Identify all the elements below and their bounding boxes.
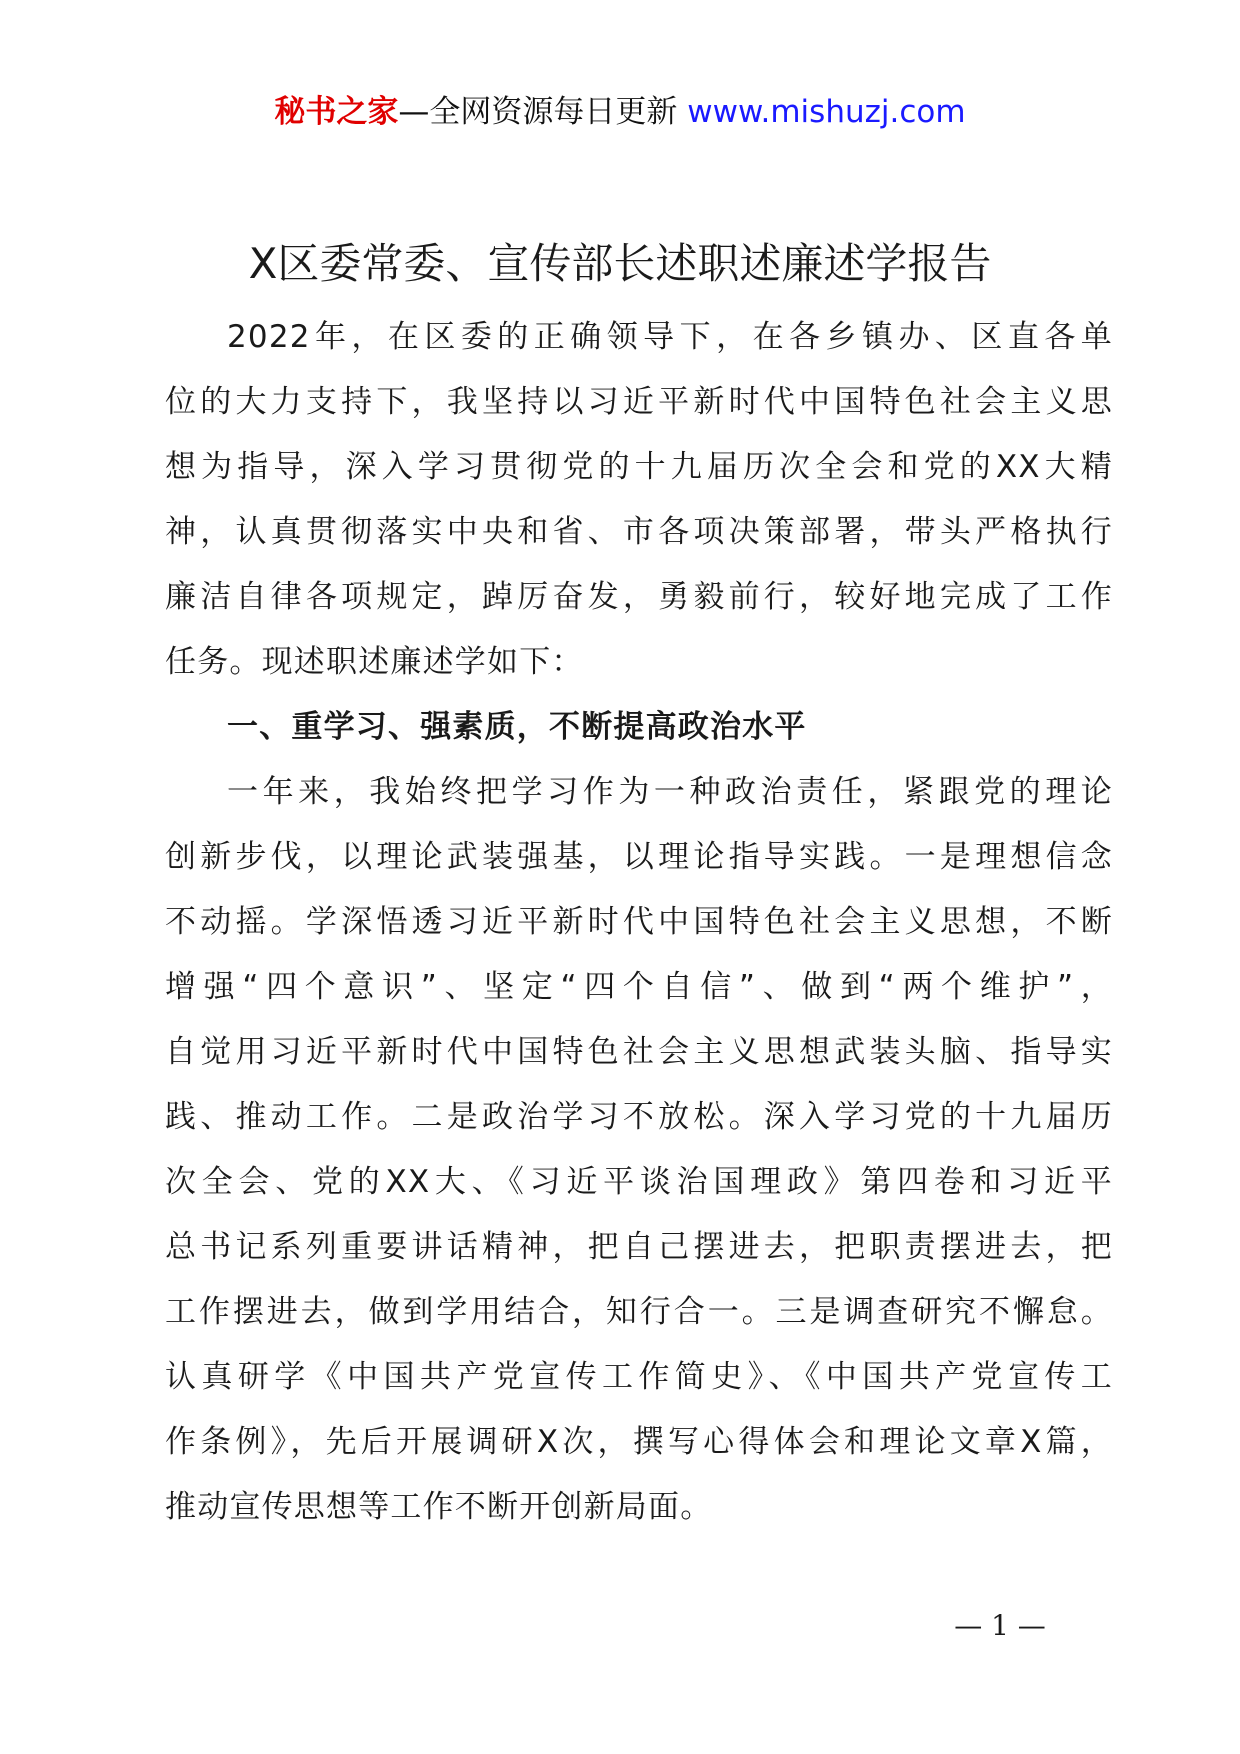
site-brand: 秘书之家 — [274, 94, 399, 130]
page-number: — 1 — — [954, 1609, 1046, 1642]
site-url[interactable]: www.mishuzj.com — [687, 94, 966, 130]
paragraph-line: 总书记系列重要讲话精神，把自己摆进去，把职责摆进去，把 — [165, 1229, 1113, 1265]
paragraph-line: 位的大力支持下，我坚持以习近平新时代中国特色社会主义思 — [165, 384, 1113, 420]
site-tagline: —全网资源每日更新 — [398, 94, 688, 130]
paragraph-line: 自觉用习近平新时代中国特色社会主义思想武装头脑、指导实 — [165, 1034, 1113, 1070]
paragraph-line: 一年来，我始终把学习作为一种政治责任，紧跟党的理论 — [227, 774, 1113, 810]
paragraph-line: 增强“四个意识”、坚定“四个自信”、做到“两个维护”， — [165, 969, 1113, 1005]
paragraph-line: 任务。现述职述廉述学如下： — [165, 644, 584, 680]
paragraph-line: 工作摆进去，做到学用结合，知行合一。三是调查研究不懈怠。 — [165, 1294, 1113, 1330]
paragraph-line: 践、推动工作。二是政治学习不放松。深入学习党的十九届历 — [165, 1099, 1113, 1135]
section-heading: 一、重学习、强素质，不断提高政治水平 — [227, 709, 807, 745]
site-header — [0, 92, 1240, 132]
paragraph-line: 神，认真贯彻落实中央和省、市各项决策部署，带头严格执行 — [165, 514, 1113, 550]
paragraph-line: 创新步伐，以理论武装强基，以理论指导实践。一是理想信念 — [165, 839, 1113, 875]
paragraph-line: 推动宣传思想等工作不断开创新局面。 — [165, 1489, 713, 1525]
document-title: X区委常委、宣传部长述职述廉述学报告 — [248, 239, 992, 288]
paragraph-line: 次全会、党的XX大、《习近平谈治国理政》第四卷和习近平 — [165, 1164, 1113, 1200]
document-body — [165, 305, 1113, 1540]
paragraph-line: 作条例》，先后开展调研X次，撰写心得体会和理论文章X篇， — [165, 1424, 1113, 1460]
paragraph-line: 2022年，在区委的正确领导下，在各乡镇办、区直各单 — [227, 319, 1113, 355]
paragraph-line: 不动摇。学深悟透习近平新时代中国特色社会主义思想，不断 — [165, 904, 1113, 940]
paragraph-line: 廉洁自律各项规定，踔厉奋发，勇毅前行，较好地完成了工作 — [165, 579, 1113, 615]
paragraph-line: 想为指导，深入学习贯彻党的十九届历次全会和党的XX大精 — [165, 449, 1113, 485]
paragraph-line: 认真研学《中国共产党宣传工作简史》、《中国共产党宣传工 — [165, 1359, 1113, 1395]
